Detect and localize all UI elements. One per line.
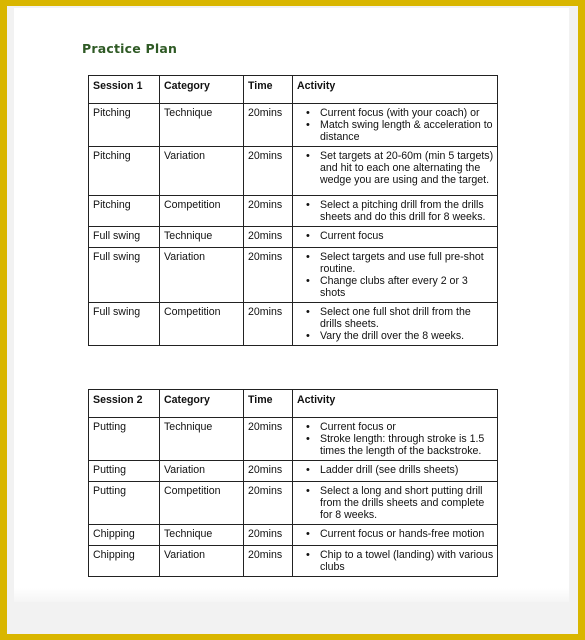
table-row — [89, 546, 498, 577]
table-header-row — [89, 76, 498, 104]
cell-activity — [293, 248, 498, 303]
cell-activity — [293, 104, 498, 147]
cell-session: Full swing — [89, 303, 160, 346]
table-header-row — [89, 390, 498, 418]
session-2-table — [88, 389, 498, 577]
activity-item: • Chip to a towel (landing) with various clubs — [297, 549, 494, 573]
table-row — [89, 104, 498, 147]
cell-activity — [293, 418, 498, 461]
activity-item: • Current focus — [297, 230, 494, 242]
cell-category: Competition — [160, 303, 244, 346]
cell-category: Technique — [160, 104, 244, 147]
cell-time: 20mins — [244, 248, 293, 303]
cell-category: Competition — [160, 482, 244, 525]
cell-time: 20mins — [244, 147, 293, 196]
cell-category: Competition — [160, 196, 244, 227]
activity-item: • Select one full shot drill from the drills sheets. — [297, 306, 494, 330]
header-time: Time — [244, 76, 293, 104]
session-1-table — [88, 75, 498, 346]
header-session: Session 1 — [89, 76, 160, 104]
cell-session: Full swing — [89, 227, 160, 248]
activity-item: • Select a long and short putting drill from the drills sheets and complete for 8 weeks. — [297, 485, 494, 521]
table-row — [89, 525, 498, 546]
table-row — [89, 418, 498, 461]
cell-activity — [293, 303, 498, 346]
cell-activity — [293, 461, 498, 482]
cell-category: Variation — [160, 461, 244, 482]
header-session: Session 2 — [89, 390, 160, 418]
cell-time: 20mins — [244, 525, 293, 546]
cell-session: Full swing — [89, 248, 160, 303]
table-row — [89, 482, 498, 525]
activity-item: • Ladder drill (see drills sheets) — [297, 464, 494, 476]
cell-time: 20mins — [244, 303, 293, 346]
cell-session: Putting — [89, 461, 160, 482]
activity-item: • Match swing length & acceleration to distance — [297, 119, 494, 143]
cell-session: Putting — [89, 418, 160, 461]
activity-item: • Set targets at 20-60m (min 5 targets) and hit to each one alternating the wedge you are using and the target. — [297, 150, 494, 186]
cell-category: Technique — [160, 227, 244, 248]
header-activity: Activity — [293, 390, 498, 418]
cell-session: Chipping — [89, 546, 160, 577]
activity-item: • Current focus or hands-free motion — [297, 528, 494, 540]
activity-item: • Change clubs after every 2 or 3 shots — [297, 275, 494, 299]
page-title: Practice Plan — [82, 41, 178, 56]
activity-item: • Select targets and use full pre-shot routine. — [297, 251, 494, 275]
cell-time: 20mins — [244, 461, 293, 482]
cell-category: Variation — [160, 248, 244, 303]
cell-session: Pitching — [89, 196, 160, 227]
cell-time: 20mins — [244, 482, 293, 525]
cell-activity — [293, 546, 498, 577]
header-category: Category — [160, 76, 244, 104]
activity-item: • Current focus or — [297, 421, 494, 433]
cell-activity — [293, 196, 498, 227]
header-activity: Activity — [293, 76, 498, 104]
cell-activity — [293, 147, 498, 196]
cell-session: Chipping — [89, 525, 160, 546]
cell-category: Variation — [160, 147, 244, 196]
cell-category: Technique — [160, 418, 244, 461]
table-row — [89, 248, 498, 303]
cell-time: 20mins — [244, 196, 293, 227]
activity-item: • Stroke length: through stroke is 1.5 times the length of the backstroke. — [297, 433, 494, 457]
activity-item: • Select a pitching drill from the drills sheets and do this drill for 8 weeks. — [297, 199, 494, 223]
cell-time: 20mins — [244, 227, 293, 248]
cell-category: Technique — [160, 525, 244, 546]
header-category: Category — [160, 390, 244, 418]
cell-session: Pitching — [89, 104, 160, 147]
cell-activity — [293, 525, 498, 546]
table-row — [89, 227, 498, 248]
table-row — [89, 147, 498, 196]
cell-time: 20mins — [244, 104, 293, 147]
cell-category: Variation — [160, 546, 244, 577]
cell-session: Putting — [89, 482, 160, 525]
activity-item: • Current focus (with your coach) or — [297, 107, 494, 119]
cell-session: Pitching — [89, 147, 160, 196]
activity-item: • Vary the drill over the 8 weeks. — [297, 330, 494, 342]
table-row — [89, 461, 498, 482]
table-row — [89, 196, 498, 227]
table-row — [89, 303, 498, 346]
cell-time: 20mins — [244, 418, 293, 461]
cell-activity — [293, 227, 498, 248]
header-time: Time — [244, 390, 293, 418]
cell-time: 20mins — [244, 546, 293, 577]
cell-activity — [293, 482, 498, 525]
document-page — [14, 8, 569, 602]
page-bottom-fade — [14, 588, 569, 602]
